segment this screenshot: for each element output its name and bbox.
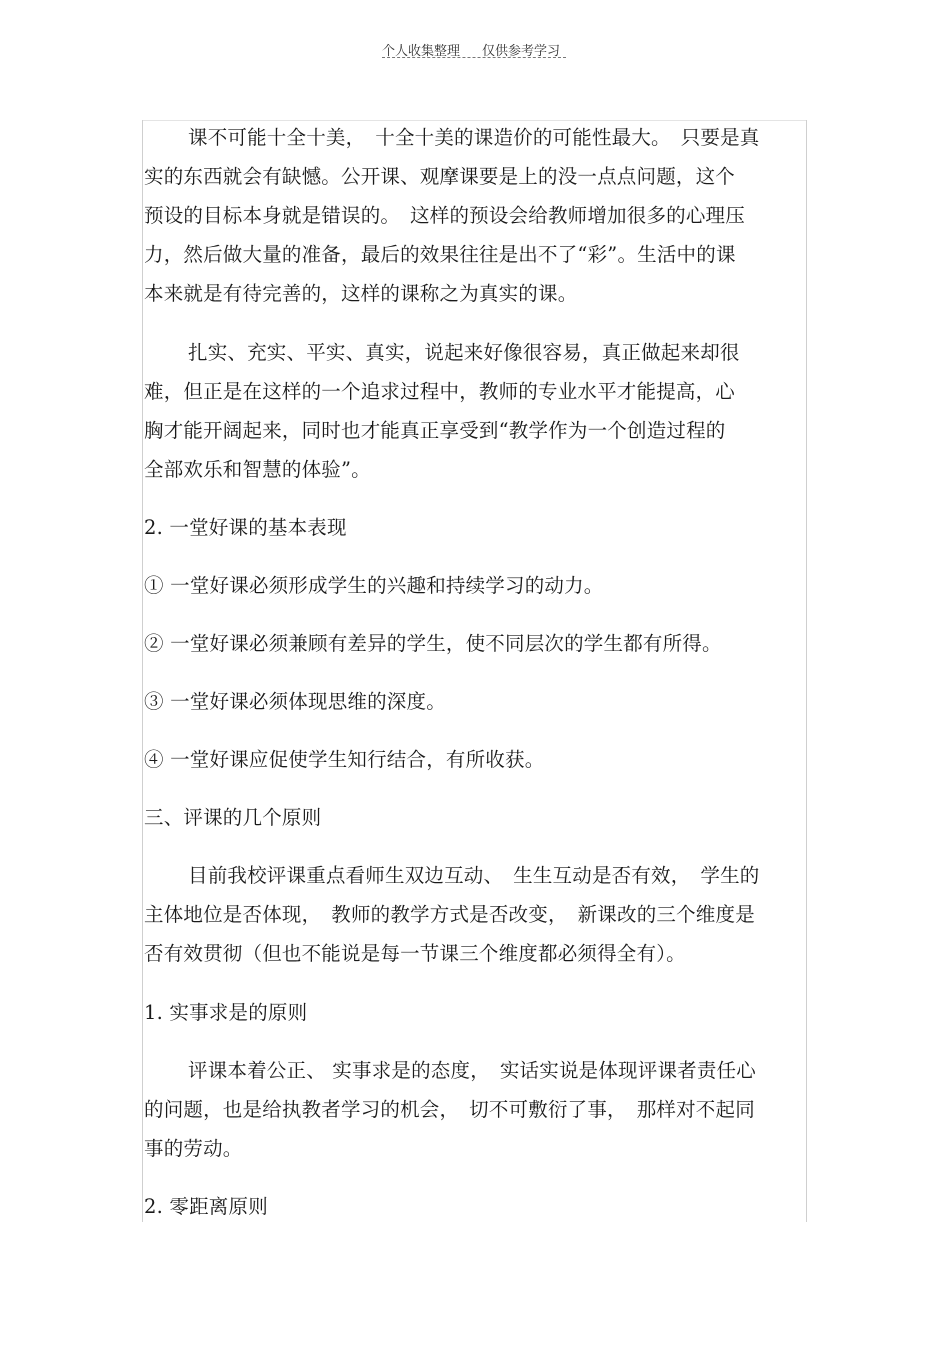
- text-frame-right-border: [806, 120, 807, 1222]
- list-item-1: ① 一堂好课必须形成学生的兴趣和持续学习的动力。: [144, 574, 604, 597]
- paragraph-2-line-1: 扎实、充实、平实、真实，说起来好像很容易，真正做起来却很: [188, 341, 740, 364]
- paragraph-3-line-3: 否有效贯彻（但也不能说是每一节课三个维度都必须得全有）。: [144, 942, 686, 965]
- header-dashed-rule: [382, 57, 566, 58]
- text-frame-left-border: [142, 120, 143, 1222]
- subheading-zero-distance-principle: 2. 零距离原则: [144, 1195, 268, 1218]
- paragraph-2-line-2: 难，但正是在这样的一个追求过程中，教师的专业水平才能提高，心: [144, 380, 736, 403]
- paragraph-4-line-2: 的问题，也是给执教者学习的机会， 切不可敷衍了事， 那样对不起同: [144, 1098, 755, 1121]
- section-heading-principles: 三、评课的几个原则: [144, 806, 322, 829]
- paragraph-1-line-2: 实的东西就会有缺憾。公开课、观摩课要是上的没一点点问题，这个: [144, 165, 736, 188]
- section-heading-good-lesson: 2. 一堂好课的基本表现: [144, 516, 347, 539]
- paragraph-2-line-3: 胸才能开阔起来，同时也才能真正享受到“教学作为一个创造过程的: [144, 419, 726, 442]
- paragraph-1-line-4: 力，然后做大量的准备，最后的效果往往是出不了“彩”。生活中的课: [144, 243, 736, 266]
- header-left-text: 个人收集整理: [382, 44, 461, 59]
- paragraph-4-line-1: 评课本着公正、 实事求是的态度， 实话实说是体现评课者责任心: [188, 1059, 756, 1082]
- paragraph-2-line-4: 全部欢乐和智慧的体验”。: [144, 458, 371, 481]
- header-right-text: 仅供参考学习: [482, 44, 561, 59]
- paragraph-4-line-3: 事的劳动。: [144, 1137, 243, 1160]
- paragraph-1-line-5: 本来就是有待完善的，这样的课称之为真实的课。: [144, 282, 578, 305]
- paragraph-1-line-1: 课不可能十全十美， 十全十美的课造价的可能性最大。 只要是真: [188, 126, 760, 149]
- list-item-4: ④ 一堂好课应促使学生知行结合，有所收获。: [144, 748, 545, 771]
- list-item-3: ③ 一堂好课必须体现思维的深度。: [144, 690, 446, 713]
- list-item-2: ② 一堂好课必须兼顾有差异的学生，使不同层次的学生都有所得。: [144, 632, 722, 655]
- paragraph-1-line-3: 预设的目标本身就是错误的。 这样的预设会给教师增加很多的心理压: [144, 204, 745, 227]
- subheading-realistic-principle: 1. 实事求是的原则: [144, 1001, 308, 1024]
- paragraph-3-line-1: 目前我校评课重点看师生双边互动、 生生互动是否有效， 学生的: [188, 864, 760, 887]
- text-frame-top-border: [142, 120, 807, 121]
- paragraph-3-line-2: 主体地位是否体现， 教师的教学方式是否改变， 新课改的三个维度是: [144, 903, 755, 926]
